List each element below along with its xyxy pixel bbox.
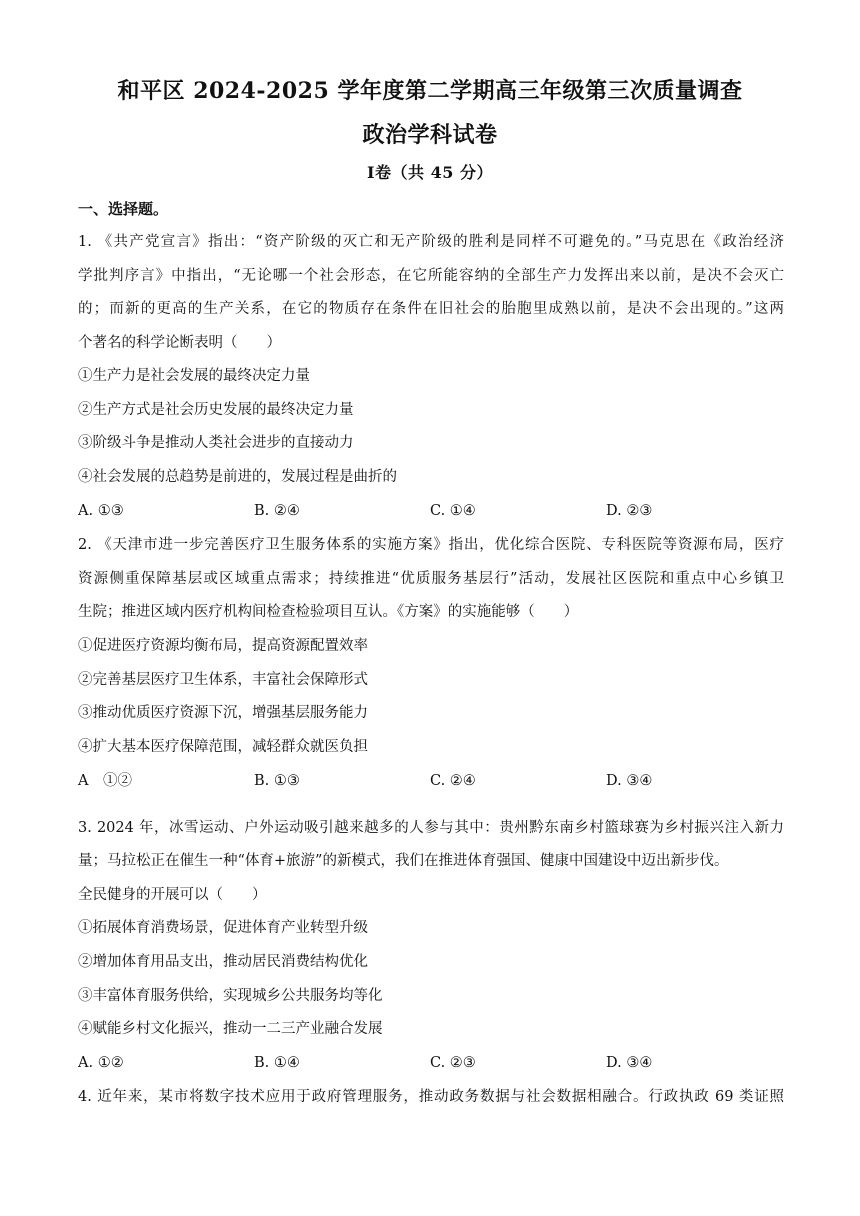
option-d: D. ③④	[606, 1055, 653, 1071]
option-b: B. ①④	[254, 1055, 300, 1071]
option-a: A. ①②	[78, 1055, 124, 1071]
statement-item: ①拓展体育消费场景，促进体育产业转型升级	[78, 920, 368, 936]
question-text-line: 生院；推进区域内医疗机构间检查检验项目互认。《方案》的实施能够（ ）	[78, 604, 579, 620]
option-c: C. ①④	[430, 503, 476, 519]
part-title: Ⅰ卷（共 45 分）	[367, 163, 493, 182]
question-text-line: 资源侧重保障基层或区域重点需求；持续推进“优质服务基层行”活动，发展社区医院和重点中心乡镇卫	[78, 571, 784, 587]
statement-item: ①促进医疗资源均衡布局，提高资源配置效率	[78, 638, 368, 654]
statement-item: ③丰富体育服务供给，实现城乡公共服务均等化	[78, 988, 383, 1004]
option-d: D. ②③	[606, 503, 653, 519]
question-text-line: 量；马拉松正在催生一种“体育+旅游”的新模式，我们在推进体育强国、健康中国建设中迈出新步伐。	[78, 853, 729, 869]
statement-item: ④社会发展的总趋势是前进的，发展过程是曲折的	[78, 469, 397, 485]
question-text-line: 的；而新的更高的生产关系，在它的物质存在条件在旧社会的胎胞里成熟以前，是决不会出现的。”这两	[78, 301, 784, 317]
option-b: B. ②④	[254, 503, 300, 519]
option-a: A ①②	[78, 773, 132, 789]
option-a: A. ①③	[78, 503, 124, 519]
option-b: B. ①③	[254, 773, 300, 789]
subject-title: 政治学科试卷	[362, 122, 498, 148]
option-d: D. ③④	[606, 773, 653, 789]
option-c: C. ②④	[430, 773, 476, 789]
section-heading: 一、选择题。	[78, 200, 169, 218]
statement-item: ②增加体育用品支出，推动居民消费结构优化	[78, 954, 368, 970]
question-text-line: 全民健身的开展可以（ ）	[78, 887, 267, 903]
question-text-line: 学批判序言》中指出，“无论哪一个社会形态，在它所能容纳的全部生产力发挥出来以前，是决不会灭亡	[78, 268, 784, 284]
question-text-line: 1. 《共产党宣言》指出：“资产阶级的灭亡和无产阶级的胜利是同样不可避免的。”马克思在《政治经济	[78, 234, 784, 250]
question-text-line: 个著名的科学论断表明（ ）	[78, 335, 281, 351]
statement-item: ③推动优质医疗资源下沉，增强基层服务能力	[78, 705, 368, 721]
option-c: C. ②③	[430, 1055, 476, 1071]
statement-item: ④赋能乡村文化振兴，推动一二三产业融合发展	[78, 1021, 383, 1037]
statement-item: ③阶级斗争是推动人类社会进步的直接动力	[78, 435, 354, 451]
question-text-line: 4. 近年来，某市将数字技术应用于政府管理服务，推动政务数据与社会数据相融合。行政执政 69 类证照	[78, 1089, 784, 1105]
question-text-line: 3. 2024 年，冰雪运动、户外运动吸引越来越多的人参与其中：贵州黔东南乡村篮球赛为乡村振兴注入新力	[78, 820, 784, 836]
statement-item: ②完善基层医疗卫生体系，丰富社会保障形式	[78, 672, 368, 688]
question-text-line: 2. 《天津市进一步完善医疗卫生服务体系的实施方案》指出，优化综合医院、专科医院等资源布局，医疗	[78, 537, 784, 553]
exam-title: 和平区 2024-2025 学年度第二学期高三年级第三次质量调查	[117, 78, 743, 104]
statement-item: ②生产方式是社会历史发展的最终决定力量	[78, 402, 354, 418]
statement-item: ④扩大基本医疗保障范围，减轻群众就医负担	[78, 739, 368, 755]
statement-item: ①生产力是社会发展的最终决定力量	[78, 368, 310, 384]
